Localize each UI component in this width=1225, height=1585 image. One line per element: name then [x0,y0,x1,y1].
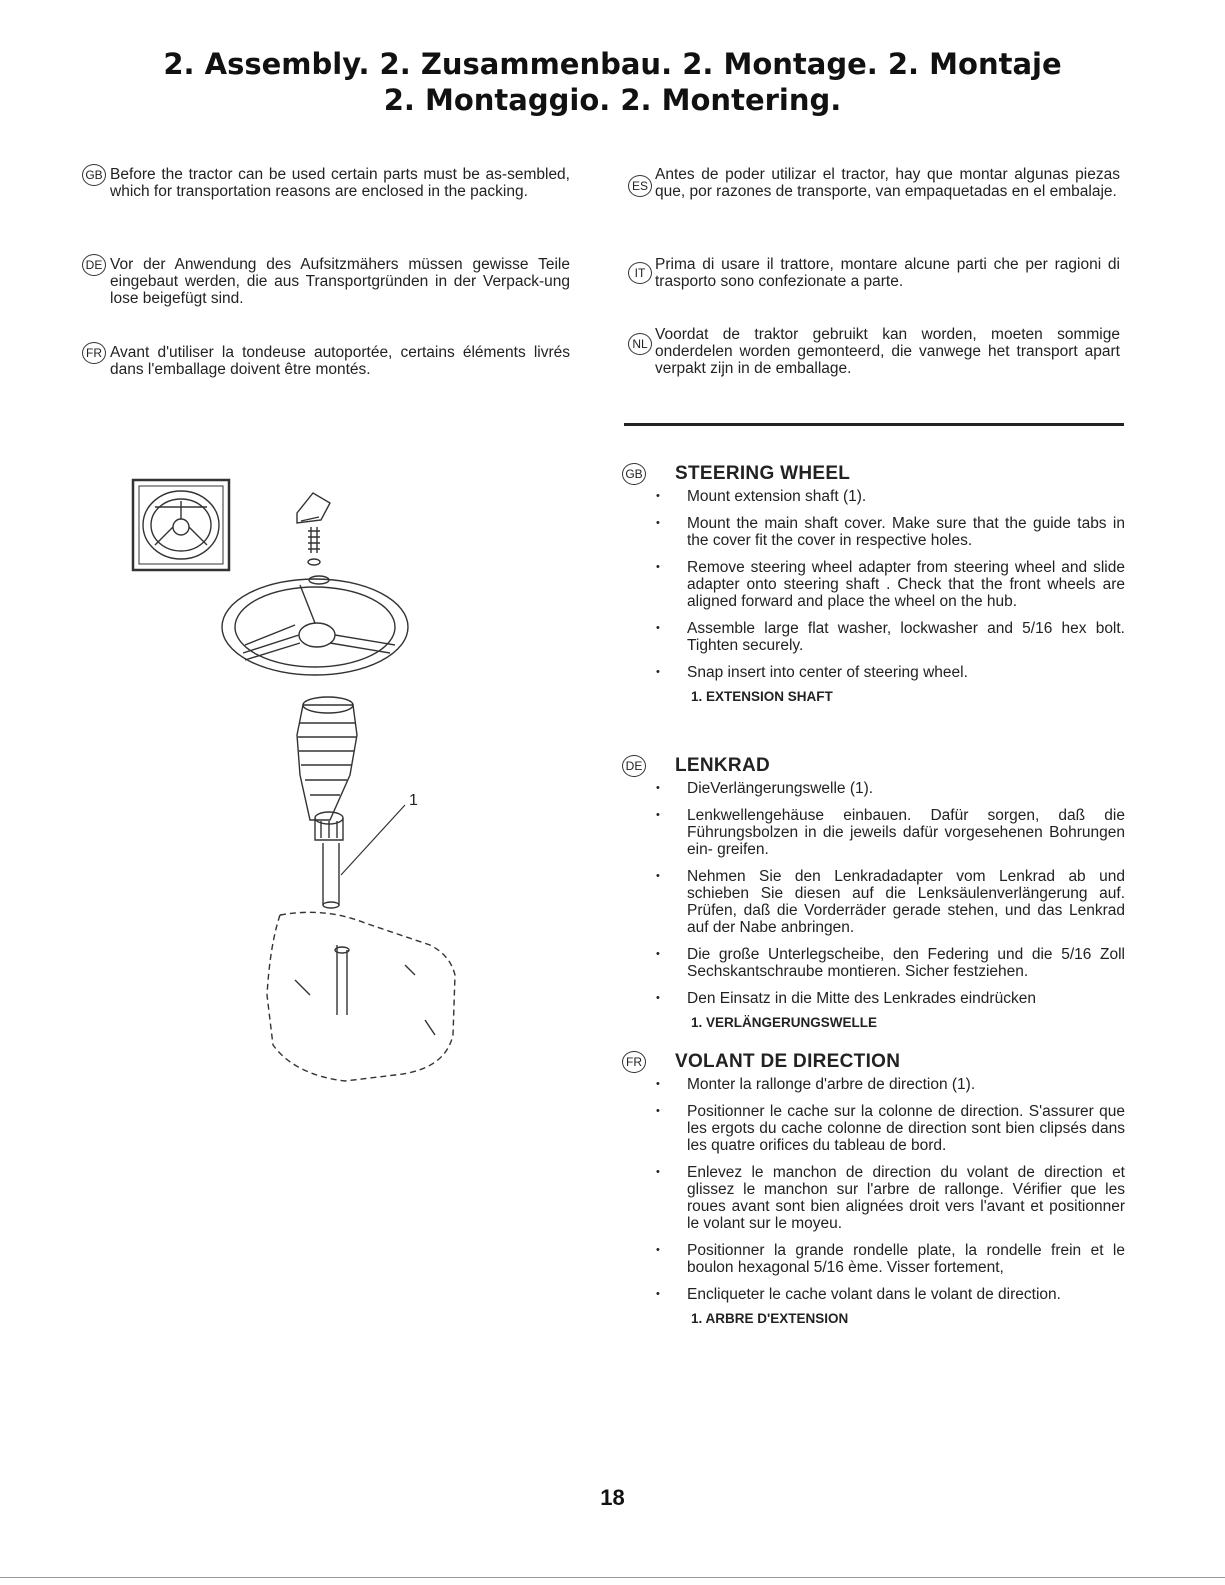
intro-fr [110,344,570,378]
list-item: • Mount extension shaft (1). [620,488,1125,505]
instruction-list [620,780,1125,1007]
fr-language-icon: FR [82,342,106,364]
it-language-icon: IT [628,262,652,284]
section-heading: VOLANT DE DIRECTION [675,1051,901,1072]
figure-caption: 1. EXTENSION SHAFT [691,689,833,704]
intro-es [655,166,1120,200]
instruction-list [620,488,1125,681]
intro-it-text: Prima di usare il trattore, montare alcune parti che per ragioni di trasporto sono confezionate a parte. [655,256,1120,290]
gb-language-icon: GB [82,164,106,186]
intro-nl-text: Voordat de traktor gebruikt kan worden, moeten sommige onderdelen worden gemonteerd, die vanwege het transport apart verpakt zijn in de emballage. [655,326,1120,377]
intro-gb-text: Before the tractor can be used certain parts must be as-sembled, which for transportation reasons are enclosed in the packing. [110,166,570,200]
fr-language-icon: FR [622,1051,646,1073]
list-item: • Positionner la grande rondelle plate, la rondelle frein et le boulon hexagonal 5/16 ème. Visser fortement, [620,1242,1125,1276]
list-item: • Assemble large flat washer, lockwasher and 5/16 hex bolt. Tighten securely. [620,620,1125,654]
list-item: • Encliqueter le cache volant dans le volant de direction. [620,1286,1125,1303]
section-volant [620,1050,1125,1327]
intro-gb [110,166,570,200]
list-item: • Die große Unterlegscheibe, den Federing und die 5/16 Zoll Sechskantschraube montieren. Sicher festziehen. [620,946,1125,980]
gb-language-icon: GB [622,463,646,485]
list-item: • Positionner le cache sur la colonne de direction. S'assurer que les ergots du cache colonne de direction sont bien clipsés dans les quatre orifices du tableau de bord. [620,1103,1125,1154]
section-heading: LENKRAD [675,755,770,776]
list-item: • Lenkwellengehäuse einbauen. Dafür sorgen, daß die Führungsbolzen in die jeweils dafür vorgesehenen Bohrungen ein- greifen. [620,807,1125,858]
title-line-2: 2. Montaggio. 2. Montering. [383,83,842,117]
section-steering-wheel [620,462,1125,705]
list-item: • Mount the main shaft cover. Make sure that the guide tabs in the cover fit the cover in respective holes. [620,515,1125,549]
intro-de [110,256,570,307]
intro-nl [655,326,1120,377]
intro-es-text: Antes de poder utilizar el tractor, hay que montar algunas piezas que, por razones de transporte, van empaquetadas en el embalaje. [655,166,1120,200]
de-language-icon: DE [82,254,106,276]
list-item: • Den Einsatz in die Mitte des Lenkrades eindrücken [620,990,1125,1007]
intro-it [655,256,1120,290]
list-item: • DieVerlängerungswelle (1). [620,780,1125,797]
list-item: • Enlevez le manchon de direction du volant de direction et glissez le manchon sur l'arbre de rallonge. Vérifier que les roues avant sont bien alignées droit vers l'avant et positionner le volant sur le moyeu. [620,1164,1125,1232]
intro-fr-text: Avant d'utiliser la tondeuse autoportée, certains éléments livrés dans l'emballage doivent être montés. [110,344,570,378]
es-language-icon: ES [628,175,652,197]
nl-language-icon: NL [628,333,652,355]
list-item: • Remove steering wheel adapter from steering wheel and slide adapter onto steering shaft . Check that the front wheels are aligned forward and place the wheel on the hub. [620,559,1125,610]
section-heading: STEERING WHEEL [675,463,851,484]
de-language-icon: DE [622,755,646,777]
instruction-list [620,1076,1125,1303]
steering-assembly-illustration [125,475,465,1100]
page-number: 18 [600,1485,625,1510]
callout-1: 1 [409,792,418,809]
section-lenkrad [620,754,1125,1031]
title-line-1: 2. Assembly. 2. Zusammenbau. 2. Montage. 2. Montaje [163,47,1062,81]
figure-caption: 1. VERLÄNGERUNGSWELLE [691,1015,878,1030]
steering-wheel-diagram [125,475,465,1095]
page-bottom-edge [0,1577,1225,1578]
intro-de-text: Vor der Anwendung des Aufsitzmähers müssen gewisse Teile eingebaut werden, die aus Transportgründen in der Verpack-ung lose beigefügt sind. [110,256,570,307]
figure-caption: 1. ARBRE D'EXTENSION [691,1311,849,1326]
list-item: • Nehmen Sie den Lenkradadapter vom Lenkrad ab und schieben Sie diesen auf die Lenksäulenverlängerung auf. Prüfen, daß die Vorderräder gerade stehen, und das Lenkrad auf der Nabe anbringen. [620,868,1125,936]
list-item: • Monter la rallonge d'arbre de direction (1). [620,1076,1125,1093]
section-divider [624,423,1124,426]
page-title [0,46,1225,118]
list-item: • Snap insert into center of steering wheel. [620,664,1125,681]
